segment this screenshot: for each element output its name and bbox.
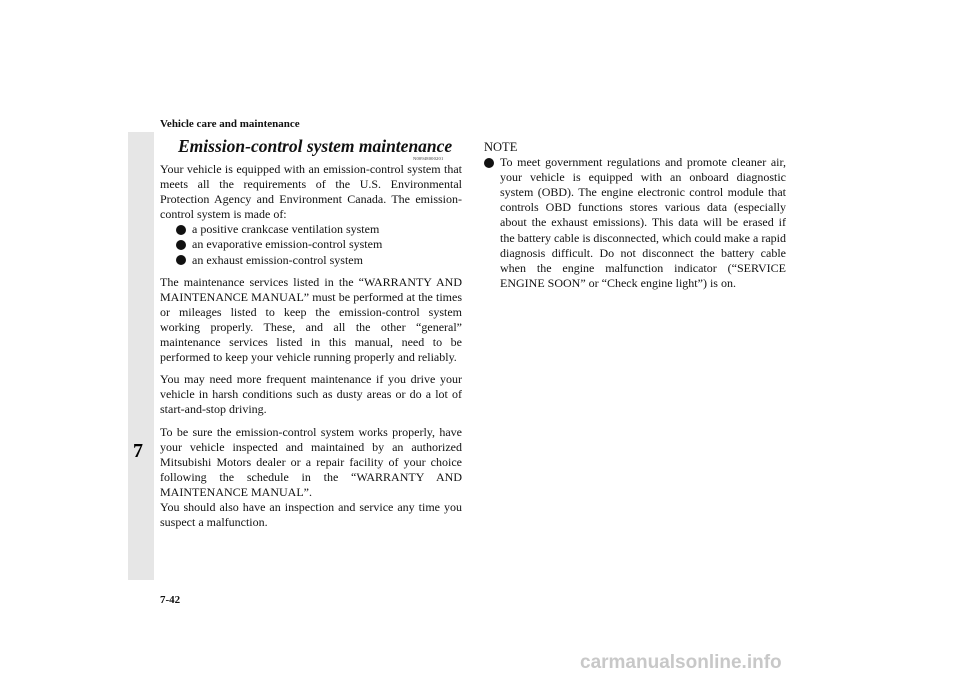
intro-paragraph: Your vehicle is equipped with an emission-control system that meets all the requirements of the U.S. Environmental Protection Agency and Environment Canada. The emission-control system is made of: — [160, 162, 462, 222]
note-label: NOTE — [484, 140, 518, 154]
bullet-icon — [176, 240, 186, 250]
maintenance-paragraph: The maintenance services listed in the “WARRANTY AND MAINTENANCE MANUAL” must be performed at the times or mileages listed to keep the emission-control system working properly. These, and all the other “general” maintenance services listed in this manual, need to be performed to keep your vehicle running properly and reliably. — [160, 274, 462, 365]
system-components-list — [160, 222, 462, 267]
note-text: To meet government regulations and promote cleaner air, your vehicle is equipped with an onboard diagnostic system (OBD). The engine electronic control module that controls OBD functions stores various data (especially about the exhaust emissions). This data will be erased if the battery cable is disconnected, which could make a rapid diagnosis difficult. Do not disconnect the battery cable when the engine malfunction indicator (“SERVICE ENGINE SOON” or “Check engine light”) is on. — [500, 155, 786, 290]
chapter-tab — [128, 132, 154, 580]
inspection-paragraph: To be sure the emission-control system works properly, have your vehicle inspected and maintained by an authorized Mitsubishi Motors dealer or a repair facility of your choice following the schedule in the “WARRANTY AND MAINTENANCE MANUAL”. — [160, 424, 462, 499]
reference-code: N00948000201 — [413, 156, 444, 161]
list-item-text: a positive crankcase ventilation system — [192, 222, 380, 237]
page-number: 7-42 — [160, 594, 181, 606]
list-item-text: an evaporative emission-control system — [192, 237, 383, 252]
note-list — [484, 155, 786, 291]
list-item — [176, 253, 462, 268]
chapter-number: 7 — [133, 440, 143, 462]
note-item — [484, 155, 786, 291]
section-header: Vehicle care and maintenance — [160, 118, 300, 130]
left-column — [160, 162, 462, 530]
watermark: carmanualsonline.info — [580, 652, 782, 673]
list-item — [176, 237, 462, 252]
list-item — [176, 222, 462, 237]
malfunction-paragraph: You should also have an inspection and service any time you suspect a malfunction. — [160, 499, 462, 530]
bullet-icon — [176, 225, 186, 235]
page-title: Emission-control system maintenance — [178, 136, 453, 156]
right-column — [484, 140, 786, 291]
list-item-text: an exhaust emission-control system — [192, 252, 363, 267]
frequency-paragraph: You may need more frequent maintenance if you drive your vehicle in harsh conditions such as dusty areas or do a lot of start-and-stop driving. — [160, 372, 462, 417]
bullet-icon — [484, 158, 494, 168]
bullet-icon — [176, 255, 186, 265]
